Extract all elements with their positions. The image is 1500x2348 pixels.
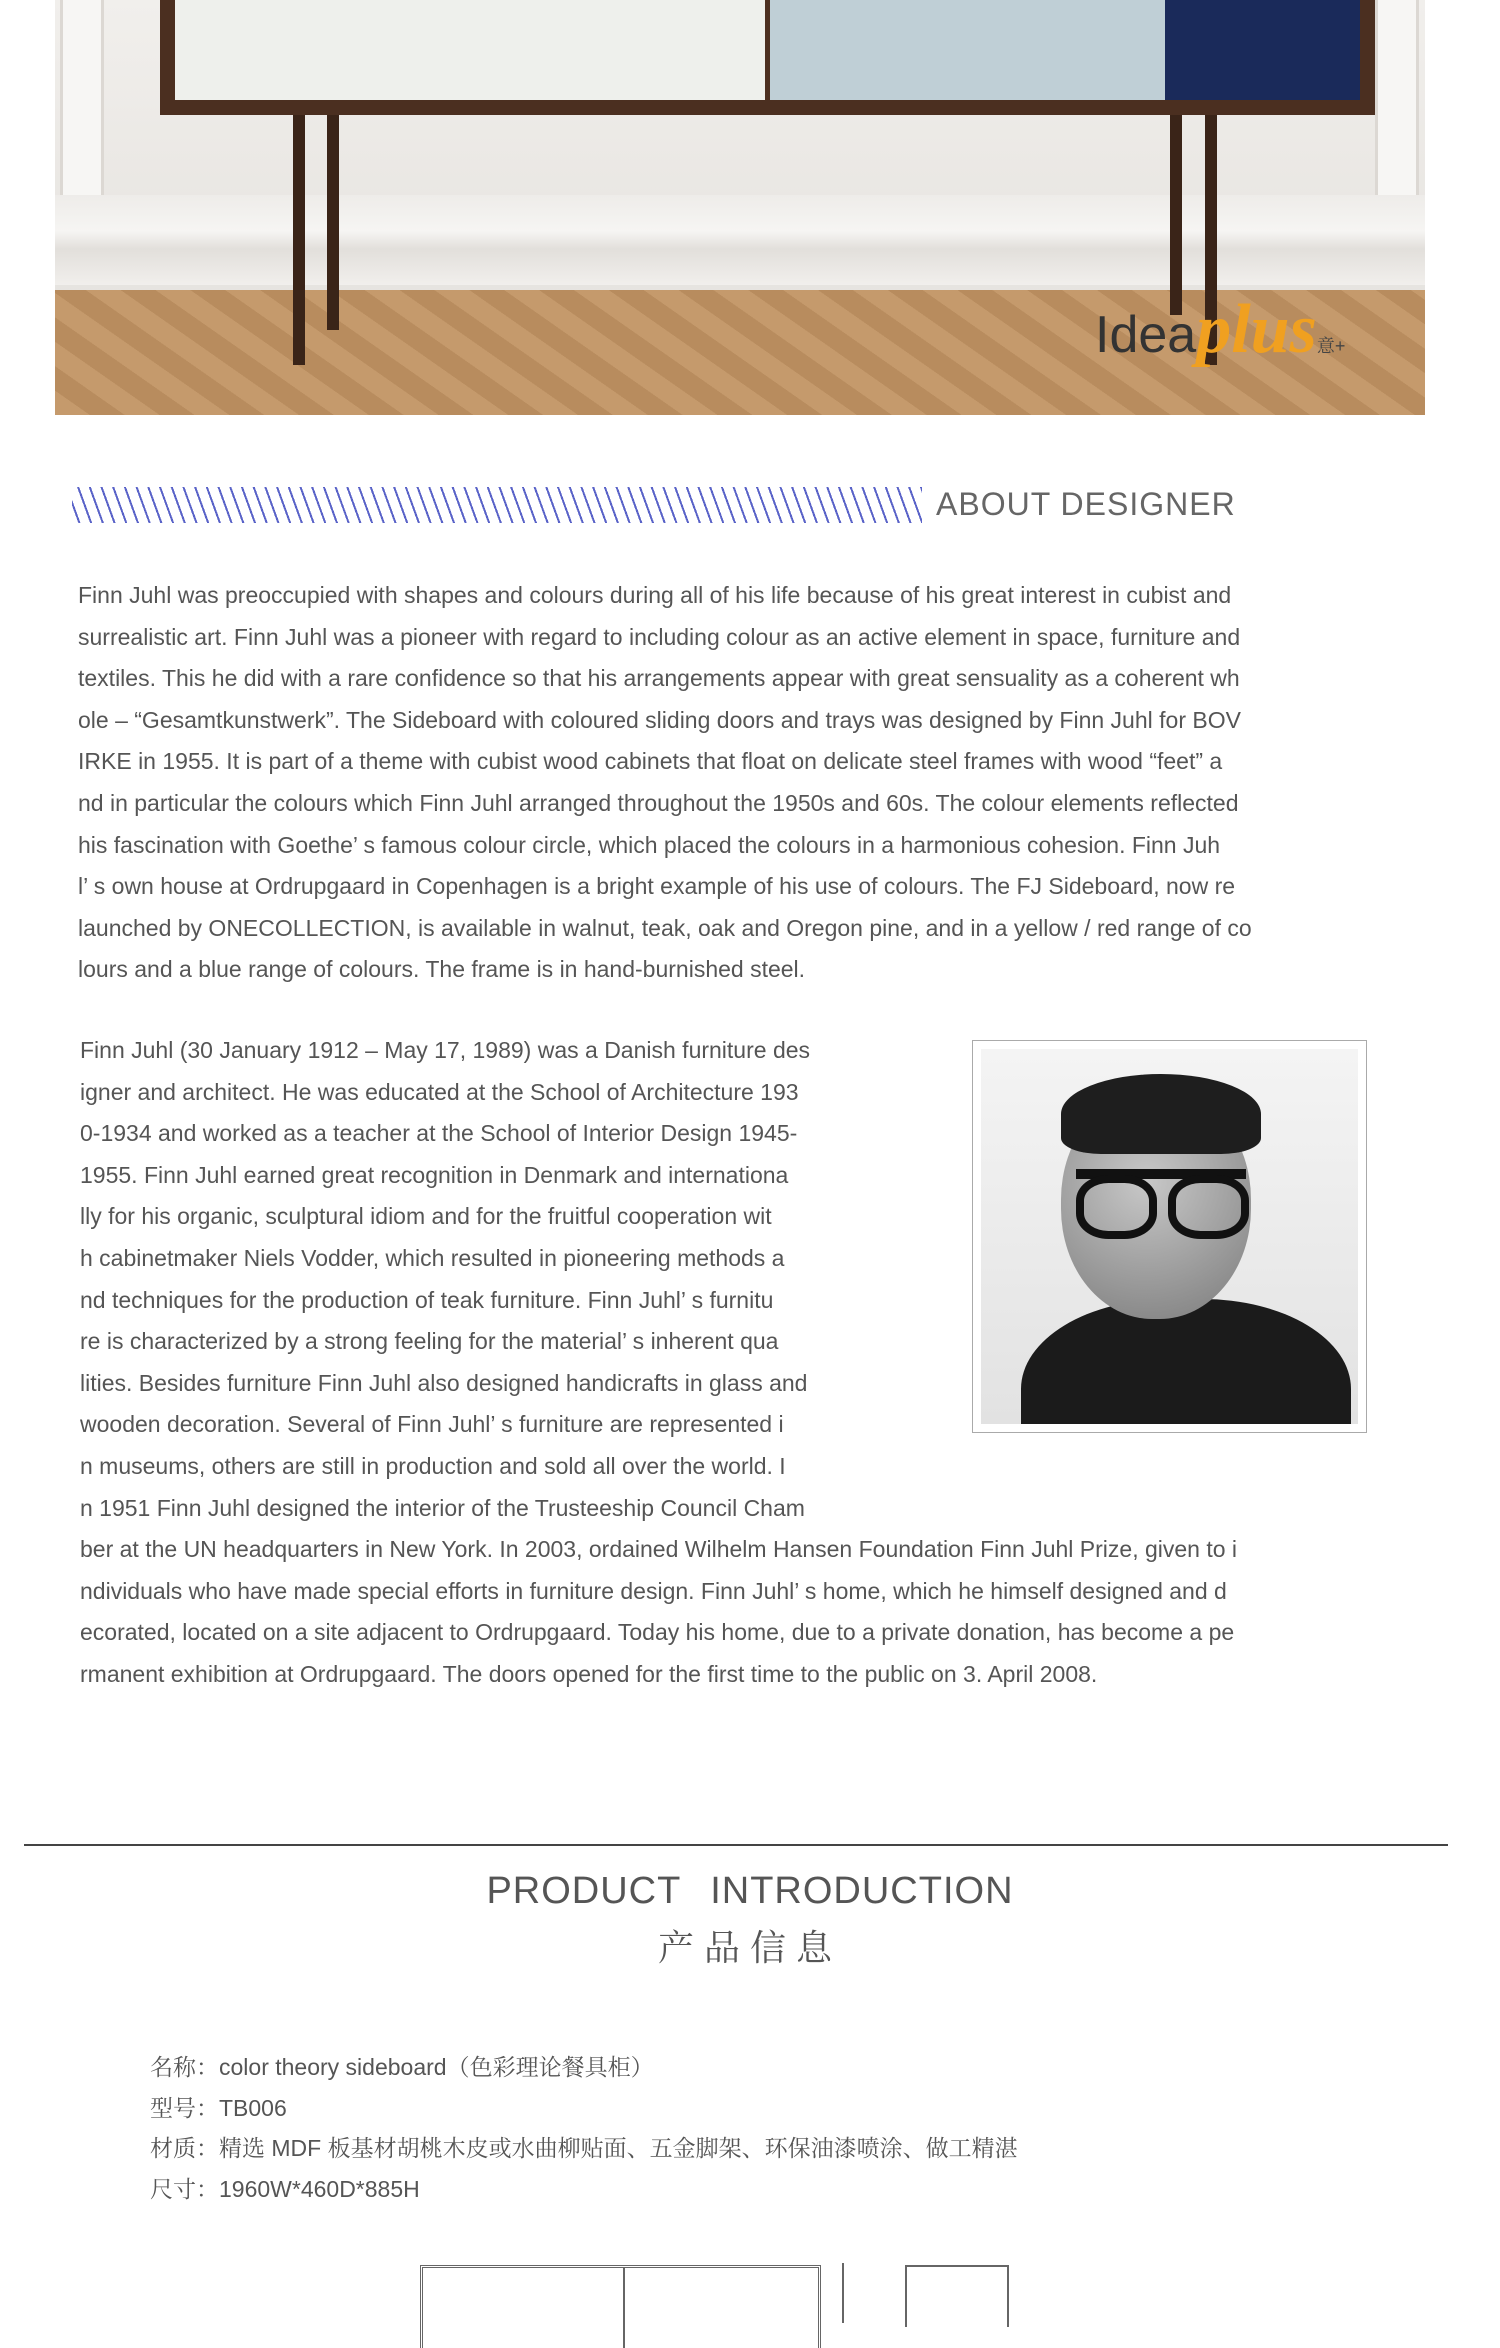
about-designer-header [72, 486, 1236, 523]
product-photo [55, 0, 1425, 415]
paragraph-line: nd in particular the colours which Finn Juhl arranged throughout the 1950s and 60s. The colour elements reflected [78, 789, 1239, 816]
portrait-suit [1021, 1299, 1351, 1424]
paragraph-line: l’ s own house at Ordrupgaard in Copenhagen is a bright example of his use of colours. The FJ Sideboard, now re [78, 873, 1236, 900]
ideaplus-logo: Ideaplus意+ [1095, 291, 1346, 368]
designer-paragraph-1 [78, 575, 1252, 991]
paragraph-line: textiles. This he did with a rare confidence so that his arrangements appear with great sensuality as a coherent wh [78, 665, 1240, 692]
paragraph-line: Finn Juhl (30 January 1912 – May 17, 1989) was a Danish furniture des [80, 1037, 811, 1063]
spec-size: 尺寸：1960W*460D*885H [150, 2175, 420, 2202]
sideboard-leg [293, 115, 305, 365]
paragraph-line: wooden decoration. Several of Finn Juhl’ s furniture are represented i [80, 1411, 784, 1438]
paragraph-line: ole – “Gesamtkunstwerk”. The Sideboard with coloured sliding doors and trays was designed by Finn Juhl for BOV [78, 706, 1241, 733]
paragraph-line: h cabinetmaker Niels Vodder, which resulted in pioneering methods a [80, 1244, 785, 1271]
sideboard-leg [1170, 115, 1182, 315]
paragraph-line: n 1951 Finn Juhl designed the interior of the Trusteeship Council Cham [80, 1494, 805, 1521]
sideboard-door-dark [1165, 0, 1360, 100]
paragraph-line: n museums, others are still in production and sold all over the world. I [80, 1452, 786, 1479]
product-intro-title: PRODUCT INTRODUCTION [486, 1870, 1014, 1912]
stripe-decoration [72, 487, 922, 523]
paragraph-line: 1955. Finn Juhl earned great recognition in Denmark and internationa [80, 1161, 789, 1188]
paragraph-line: re is characterized by a strong feeling for the material’ s inherent qua [80, 1328, 779, 1355]
portrait-hair [1061, 1074, 1261, 1154]
paragraph-line: ecorated, located on a site adjacent to Ordrupgaard. Today his home, due to a private donation, has become a pe [80, 1619, 1235, 1646]
paragraph-line: Finn Juhl was preoccupied with shapes and colours during all of his life because of his great interest in cubist and [78, 582, 1232, 608]
paragraph-line: rmanent exhibition at Ordrupgaard. The doors opened for the first time to the public on 3. April 2008. [80, 1660, 1098, 1687]
paragraph-line: lities. Besides furniture Finn Juhl also designed handicrafts in glass and [80, 1369, 808, 1396]
paragraph-line: lly for his organic, sculptural idiom and for the fruitful cooperation wit [80, 1203, 772, 1230]
paragraph-line: his fascination with Goethe’ s famous colour circle, which placed the colours in a harmonious cohesion. Finn Juh [78, 831, 1221, 858]
paragraph-line: igner and architect. He was educated at the School of Architecture 193 [80, 1078, 799, 1105]
sideboard-door-white [175, 0, 765, 100]
sideboard-side-drawing [842, 2263, 844, 2323]
spec-model: 型号：TB006 [150, 2094, 287, 2121]
paragraph-line: lours and a blue range of colours. The frame is in hand-burnished steel. [78, 956, 806, 983]
designer-portrait [972, 1040, 1367, 1433]
paragraph-line: ndividuals who have made special efforts in furniture design. Finn Juhl’ s home, which he himself designed and d [80, 1577, 1227, 1604]
sideboard-side-drawing-box [905, 2265, 1009, 2327]
section-divider [24, 1844, 1448, 1846]
sideboard-front-drawing [420, 2265, 821, 2348]
paragraph-line: surrealistic art. Finn Juhl was a pioneer with regard to including colour as an active element in space, furniture and [78, 623, 1241, 650]
paragraph-line: ber at the UN headquarters in New York. In 2003, ordained Wilhelm Hansen Foundation Finn Juhl Prize, given to i [80, 1536, 1238, 1563]
sideboard-door-blue [770, 0, 1165, 100]
product-intro-title-cn: 产品信息 [657, 1927, 842, 1968]
portrait-glasses [1076, 1169, 1246, 1229]
sideboard-leg [327, 115, 339, 330]
spec-material: 材质：精选 MDF 板基材胡桃木皮或水曲柳贴面、五金脚架、环保油漆喷涂、做工精湛 [150, 2135, 1018, 2161]
skirting-board [55, 195, 1425, 285]
paragraph-line: IRKE in 1955. It is part of a theme with cubist wood cabinets that float on delicate steel frames with wood “feet” a [78, 748, 1223, 775]
paragraph-line: nd techniques for the production of teak furniture. Finn Juhl’ s furnitu [80, 1286, 774, 1313]
spec-name: 名称：color theory sideboard（色彩理论餐具柜） [150, 2054, 654, 2080]
paragraph-line: 0-1934 and worked as a teacher at the School of Interior Design 1945- [80, 1120, 798, 1147]
paragraph-line: launched by ONECOLLECTION, is available in walnut, teak, oak and Oregon pine, and in a yellow / red range of co [78, 914, 1252, 941]
section-title: ABOUT DESIGNER [936, 486, 1236, 522]
product-specs [150, 2047, 1018, 2209]
